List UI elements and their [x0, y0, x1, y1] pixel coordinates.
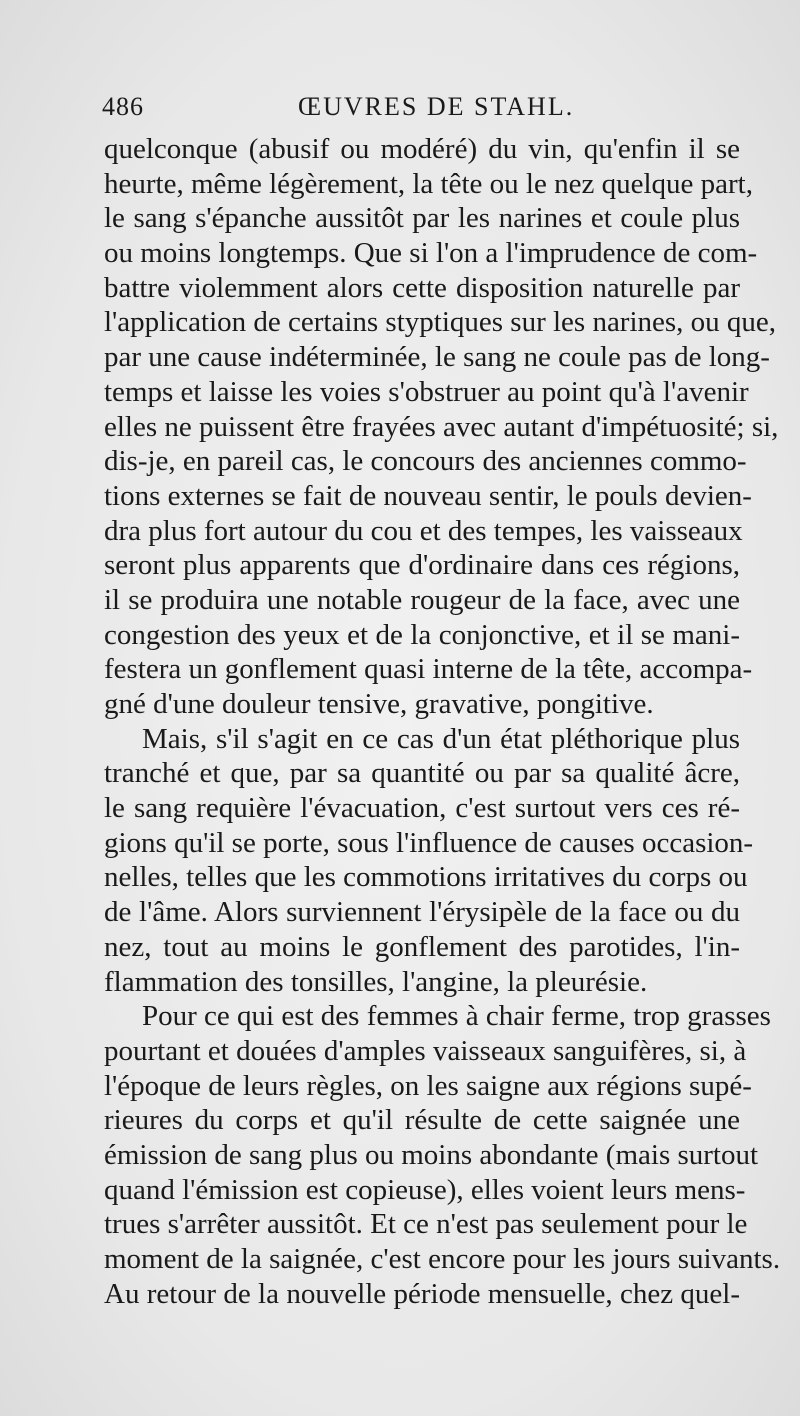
text-line: ou moins longtemps. Que si l'on a l'imprudence de com- [104, 237, 758, 270]
running-title: ŒUVRES DE STAHL. [298, 92, 575, 121]
text-line: dis-je, en pareil cas, le concours des anciennes commo- [104, 445, 747, 478]
text-line: congestion des yeux et de la conjonctive, et il se mani- [104, 618, 740, 651]
text-line: moment de la saignée, c'est encore pour les jours suivants. [104, 1243, 781, 1275]
page-number: 486 [102, 92, 144, 121]
text-line: heurte, même légèrement, la tête ou le nez quelque part, [104, 167, 753, 200]
text-line: pourtant et douées d'amples vaisseaux sanguifères, si, à [104, 1034, 747, 1067]
text-line: elles ne puissent être frayées avec autant d'impétuosité; si, [104, 410, 779, 443]
text-line: gné d'une douleur tensive, gravative, pongitive. [104, 688, 654, 720]
text-line: le sang s'épanche aussitôt par les narines et coule plus [104, 202, 740, 235]
text-line: trues s'arrêter aussitôt. Et ce n'est pas seulement pour le [104, 1208, 748, 1241]
text-line: dra plus fort autour du cou et des tempes, les vaisseaux [104, 514, 743, 547]
text-line: quelconque (abusif ou modéré) du vin, qu'enfin il se [104, 133, 740, 165]
text-line: tions externes se fait de nouveau sentir, le pouls devien- [104, 479, 752, 512]
body-text [104, 132, 781, 1311]
text-line: Au retour de la nouvelle période mensuelle, chez quel- [104, 1277, 740, 1310]
page-header [102, 92, 742, 128]
text-line: de l'âme. Alors surviennent l'érysipèle de la face ou du [104, 896, 740, 929]
text-line: tranché et que, par sa quantité ou par sa qualité âcre, [104, 757, 740, 790]
text-line: gions qu'il se porte, sous l'influence de causes occasion- [104, 826, 754, 859]
text-line: seront plus apparents que d'ordinaire dans ces régions, [104, 549, 740, 582]
text-line: festera un gonflement quasi interne de la tête, accompa- [104, 653, 753, 686]
text-line: battre violemment alors cette disposition naturelle par [104, 271, 740, 304]
text-line: temps et laisse les voies s'obstruer au point qu'à l'avenir [104, 375, 749, 408]
text-line: émission de sang plus ou moins abondante (mais surtout [104, 1138, 759, 1171]
text-line: par une cause indéterminée, le sang ne coule pas de long- [104, 341, 770, 374]
text-line: flammation des tonsilles, l'angine, la pleurésie. [104, 965, 648, 998]
text-line: nelles, telles que les commotions irritatives du corps ou [104, 861, 748, 894]
paragraph-start-line: Pour ce qui est des femmes à chair ferme, trop grasses [142, 1000, 771, 1033]
paragraph-start-line: Mais, s'il s'agit en ce cas d'un état pléthorique plus [142, 722, 740, 755]
text-line: nez, tout au moins le gonflement des parotides, l'in- [104, 930, 740, 963]
text-line: le sang requière l'évacuation, c'est surtout vers ces ré- [104, 792, 740, 825]
text-line: l'époque de leurs règles, on les saigne aux régions supé- [104, 1069, 752, 1102]
text-line: rieures du corps et qu'il résulte de cette saignée une [104, 1104, 740, 1137]
text-line: quand l'émission est copieuse), elles voient leurs mens- [104, 1173, 746, 1206]
text-line: il se produira une notable rougeur de la face, avec une [104, 583, 740, 616]
text-line: l'application de certains styptiques sur les narines, ou que, [104, 306, 777, 339]
